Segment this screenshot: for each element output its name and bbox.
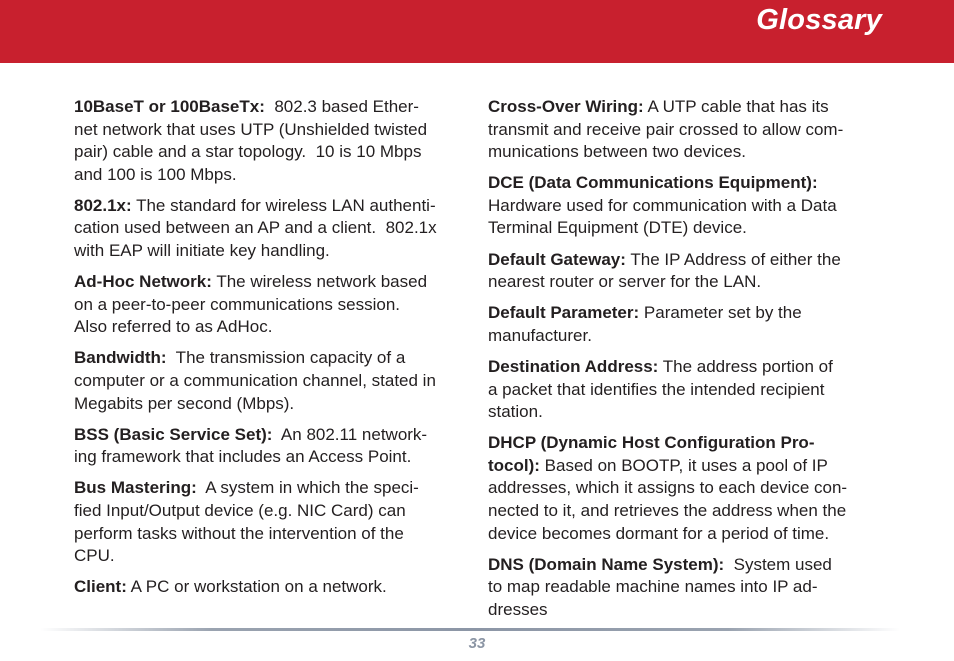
glossary-entry (74, 576, 470, 599)
glossary-entry (74, 195, 470, 263)
entry-line (488, 455, 884, 478)
header-banner (0, 0, 954, 63)
glossary-entry (488, 302, 884, 347)
glossary-definition: and 100 is 100 Mbps. (74, 164, 237, 184)
entry-line (488, 141, 884, 164)
glossary-definition: Megabits per second (Mbps). (74, 393, 295, 413)
glossary-column-right (488, 96, 884, 630)
glossary-term: 802.1x: (74, 195, 132, 215)
glossary-definition: dresses (488, 599, 548, 619)
glossary-term: tocol): (488, 455, 540, 475)
glossary-definition: A UTP cable that has its (643, 97, 829, 116)
entry-line (488, 599, 884, 622)
glossary-definition: System used (724, 554, 832, 574)
glossary-entry (74, 424, 470, 469)
entry-line (74, 545, 470, 568)
glossary-definition: nected to it, and retrieves the address when the (488, 501, 847, 520)
entry-line (488, 249, 884, 272)
glossary-term: Default Parameter: (488, 303, 640, 323)
entry-line (74, 347, 470, 370)
glossary-definition: fied Input/Output device (e.g. NIC Card) can (74, 501, 406, 520)
glossary-term: Bandwidth: (74, 348, 167, 368)
glossary-definition: perform tasks without the intervention of the (74, 523, 404, 543)
glossary-definition: CPU. (74, 546, 115, 566)
glossary-term: DNS (Domain Name System): (488, 554, 725, 574)
entry-line (74, 294, 470, 317)
glossary-definition: The IP Address of either the (625, 249, 841, 269)
glossary-entry (488, 432, 884, 545)
glossary-column-left (74, 96, 470, 607)
glossary-definition: Parameter set by the (639, 303, 802, 323)
entry-line (488, 477, 884, 500)
glossary-term: Destination Address: (488, 356, 659, 376)
entry-line (74, 195, 470, 218)
glossary-definition: Terminal Equipment (DTE) device. (488, 218, 747, 238)
glossary-entry (488, 172, 884, 240)
page-number: 33 (468, 635, 486, 652)
entry-line (488, 523, 884, 546)
glossary-definition: station. (488, 402, 543, 422)
glossary-definition: The transmission capacity of a (166, 348, 406, 368)
footer-rule (40, 628, 900, 631)
glossary-entry (74, 477, 470, 567)
glossary-definition: The wireless network based (211, 272, 428, 292)
glossary-definition: A system in which the speci- (196, 478, 419, 498)
glossary-definition: munications between two devices. (488, 142, 746, 162)
glossary-definition: addresses, which it assigns to each device con- (488, 478, 848, 498)
entry-line (74, 523, 470, 546)
entry-line (488, 432, 884, 455)
glossary-definition: computer or a communication channel, stated in (74, 371, 436, 391)
entry-line (74, 477, 470, 500)
entry-line (74, 240, 470, 263)
entry-line (74, 141, 470, 164)
entry-line (74, 96, 470, 119)
glossary-definition: on a peer-to-peer communications session. (74, 294, 400, 314)
glossary-entry (488, 96, 884, 164)
glossary-term: DHCP (Dynamic Host Configuration Pro- (488, 433, 815, 453)
glossary-term: Bus Mastering: (74, 478, 197, 498)
entry-line (488, 379, 884, 402)
glossary-definition: net network that uses UTP (Unshielded twisted (74, 119, 428, 139)
entry-line (488, 271, 884, 294)
entry-line (488, 119, 884, 142)
glossary-definition: to map readable machine names into IP ad- (488, 577, 818, 597)
entry-line (74, 370, 470, 393)
entry-line (74, 424, 470, 447)
glossary-definition: device becomes dormant for a period of time. (488, 523, 830, 543)
glossary-entry (74, 347, 470, 415)
entry-line (74, 446, 470, 469)
glossary-definition: Hardware used for communication with a Data (488, 195, 837, 215)
entry-line (74, 271, 470, 294)
glossary-definition: ing framework that includes an Access Point. (74, 447, 412, 467)
glossary-definition: pair) cable and a star topology. 10 is 10 Mbps (74, 142, 422, 162)
glossary-definition: transmit and receive pair crossed to allow com- (488, 119, 844, 139)
entry-line (488, 500, 884, 523)
glossary-term: Ad-Hoc Network: (74, 272, 212, 292)
glossary-definition: The address portion of (658, 356, 833, 376)
glossary-definition: The standard for wireless LAN authenti- (131, 195, 436, 215)
entry-line (488, 356, 884, 379)
glossary-definition: 802.3 based Ether- (264, 97, 419, 116)
entry-line (488, 96, 884, 119)
entry-line (74, 217, 470, 240)
glossary-definition: An 802.11 network- (272, 424, 428, 444)
glossary-term: BSS (Basic Service Set): (74, 424, 273, 444)
glossary-entry (488, 554, 884, 622)
entry-line (74, 500, 470, 523)
entry-line (488, 576, 884, 599)
entry-line (488, 325, 884, 348)
page-title: Glossary (756, 4, 882, 36)
glossary-term: DCE (Data Communications Equipment): (488, 173, 818, 193)
entry-line (488, 554, 884, 577)
glossary-definition: Also referred to as AdHoc. (74, 317, 273, 337)
glossary-definition: Based on BOOTP, it uses a pool of IP (539, 455, 828, 475)
glossary-definition: with EAP will initiate key handling. (74, 241, 330, 261)
entry-line (488, 401, 884, 424)
glossary-entry (488, 249, 884, 294)
glossary-term: Client: (74, 577, 127, 597)
entry-line (488, 302, 884, 325)
glossary-term: 10BaseT or 100BaseTx: (74, 97, 265, 116)
entry-line (74, 576, 470, 599)
glossary-definition: A PC or workstation on a network. (126, 577, 387, 597)
entry-line (488, 195, 884, 218)
glossary-definition: a packet that identifies the intended recipient (488, 379, 825, 399)
glossary-definition: nearest router or server for the LAN. (488, 272, 762, 292)
entry-line (74, 393, 470, 416)
glossary-entry (74, 96, 470, 186)
glossary-entry (488, 356, 884, 424)
glossary-term: Cross-Over Wiring: (488, 97, 644, 116)
entry-line (488, 172, 884, 195)
glossary-term: Default Gateway: (488, 249, 626, 269)
glossary-entry (74, 271, 470, 339)
glossary-definition: manufacturer. (488, 325, 592, 345)
entry-line (74, 316, 470, 339)
entry-line (74, 119, 470, 142)
entry-line (488, 217, 884, 240)
entry-line (74, 164, 470, 187)
glossary-definition: cation used between an AP and a client. 802.1x (74, 218, 437, 238)
